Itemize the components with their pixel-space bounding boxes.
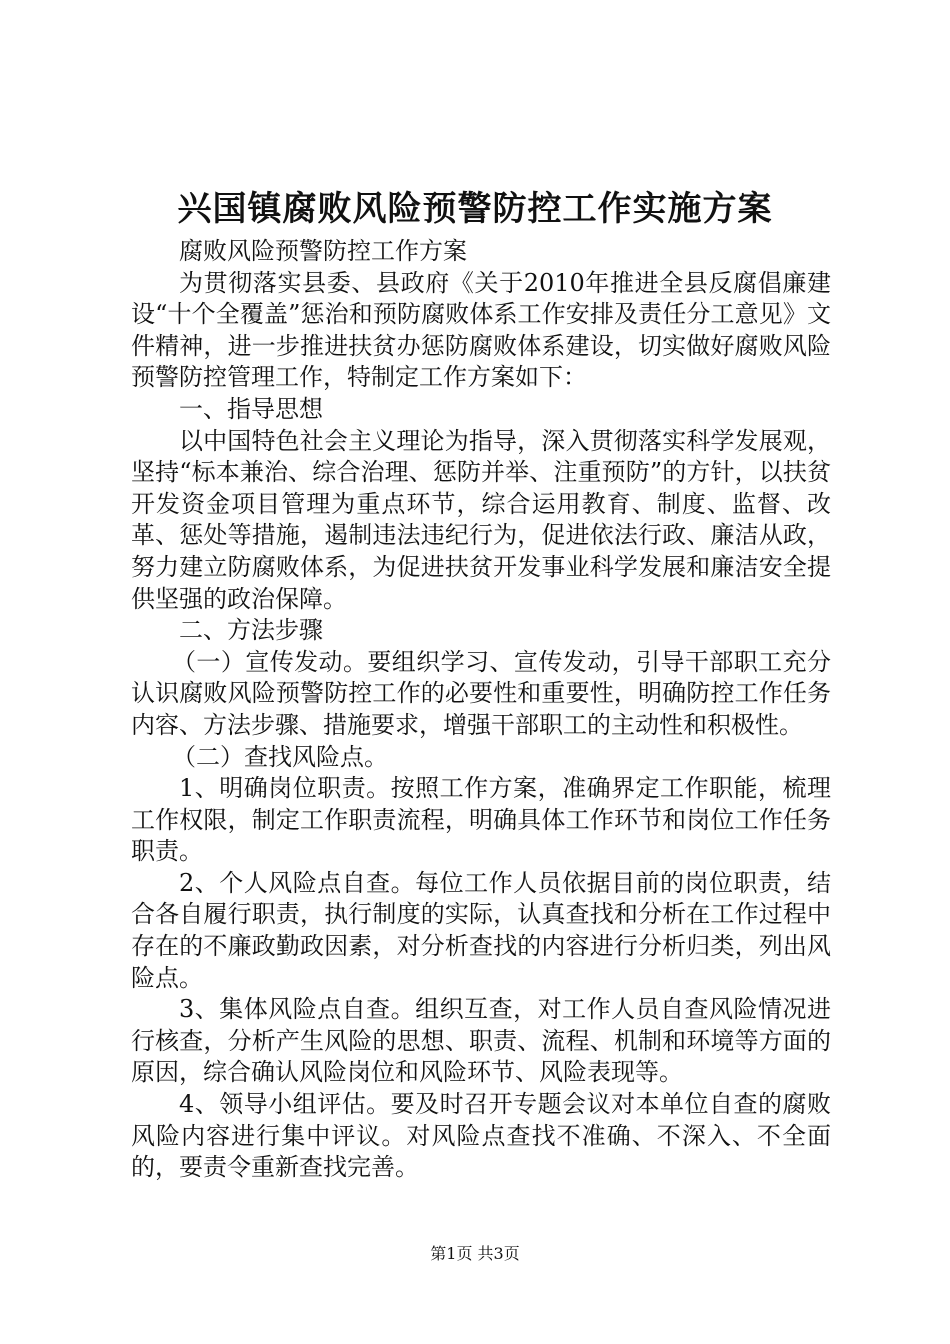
paragraph-item-1: 1、明确岗位职责。按照工作方案，准确界定工作职能，梳理工作权限，制定工作职责流程，明确具体工作环节和岗位工作任务职责。 bbox=[131, 774, 831, 866]
heading-guiding-thought: 一、指导思想 bbox=[179, 394, 323, 423]
heading-find-risk-points: （二）查找风险点。 bbox=[172, 742, 388, 771]
page-footer: 第1页 共3页 bbox=[430, 1244, 520, 1263]
document-title: 兴国镇腐败风险预警防控工作实施方案 bbox=[177, 189, 773, 229]
paragraph-subtitle: 腐败风险预警防控工作方案 bbox=[179, 237, 467, 265]
paragraph-intro: 为贯彻落实县委、县政府《关于2010年推进全县反腐倡廉建设“十个全覆盖”惩治和预防腐败体系工作安排及责任分工意见》文件精神，进一步推进扶贫办惩防腐败体系建设，切实做好腐败风险预警防控管理工作，特制定工作方案如下： bbox=[131, 268, 831, 392]
paragraph-item-4: 4、领导小组评估。要及时召开专题会议对本单位自查的腐败风险内容进行集中评议。对风险点查找不准确、不深入、不全面的，要责令重新查找完善。 bbox=[131, 1090, 831, 1182]
paragraph-guiding-thought: 以中国特色社会主义理论为指导，深入贯彻落实科学发展观，坚持“标本兼治、综合治理、惩防并举、注重预防”的方针，以扶贫开发资金项目管理为重点环节，综合运用教育、制度、监督、改革、惩处等措施，遏制违法违纪行为，促进依法行政、廉洁从政，努力建立防腐败体系，为促进扶贫开发事业科学发展和廉洁安全提供坚强的政治保障。 bbox=[131, 426, 831, 613]
heading-method-steps: 二、方法步骤 bbox=[179, 616, 323, 645]
paragraph-item-3: 3、集体风险点自查。组织互查，对工作人员自查风险情况进行核查，分析产生风险的思想、职责、流程、机制和环境等方面的原因，综合确认风险岗位和风险环节、风险表现等。 bbox=[131, 995, 831, 1087]
paragraph-step-publicity: （一）宣传发动。要组织学习、宣传发动，引导干部职工充分认识腐败风险预警防控工作的必要性和重要性，明确防控工作任务内容、方法步骤、措施要求，增强干部职工的主动性和积极性。 bbox=[131, 647, 831, 739]
document-body bbox=[131, 236, 831, 1184]
paragraph-item-2: 2、个人风险点自查。每位工作人员依据目前的岗位职责，结合各自履行职责，执行制度的实际，认真查找和分析在工作过程中存在的不廉政勤政因素，对分析查找的内容进行分析归类，列出风险点。 bbox=[131, 868, 831, 992]
